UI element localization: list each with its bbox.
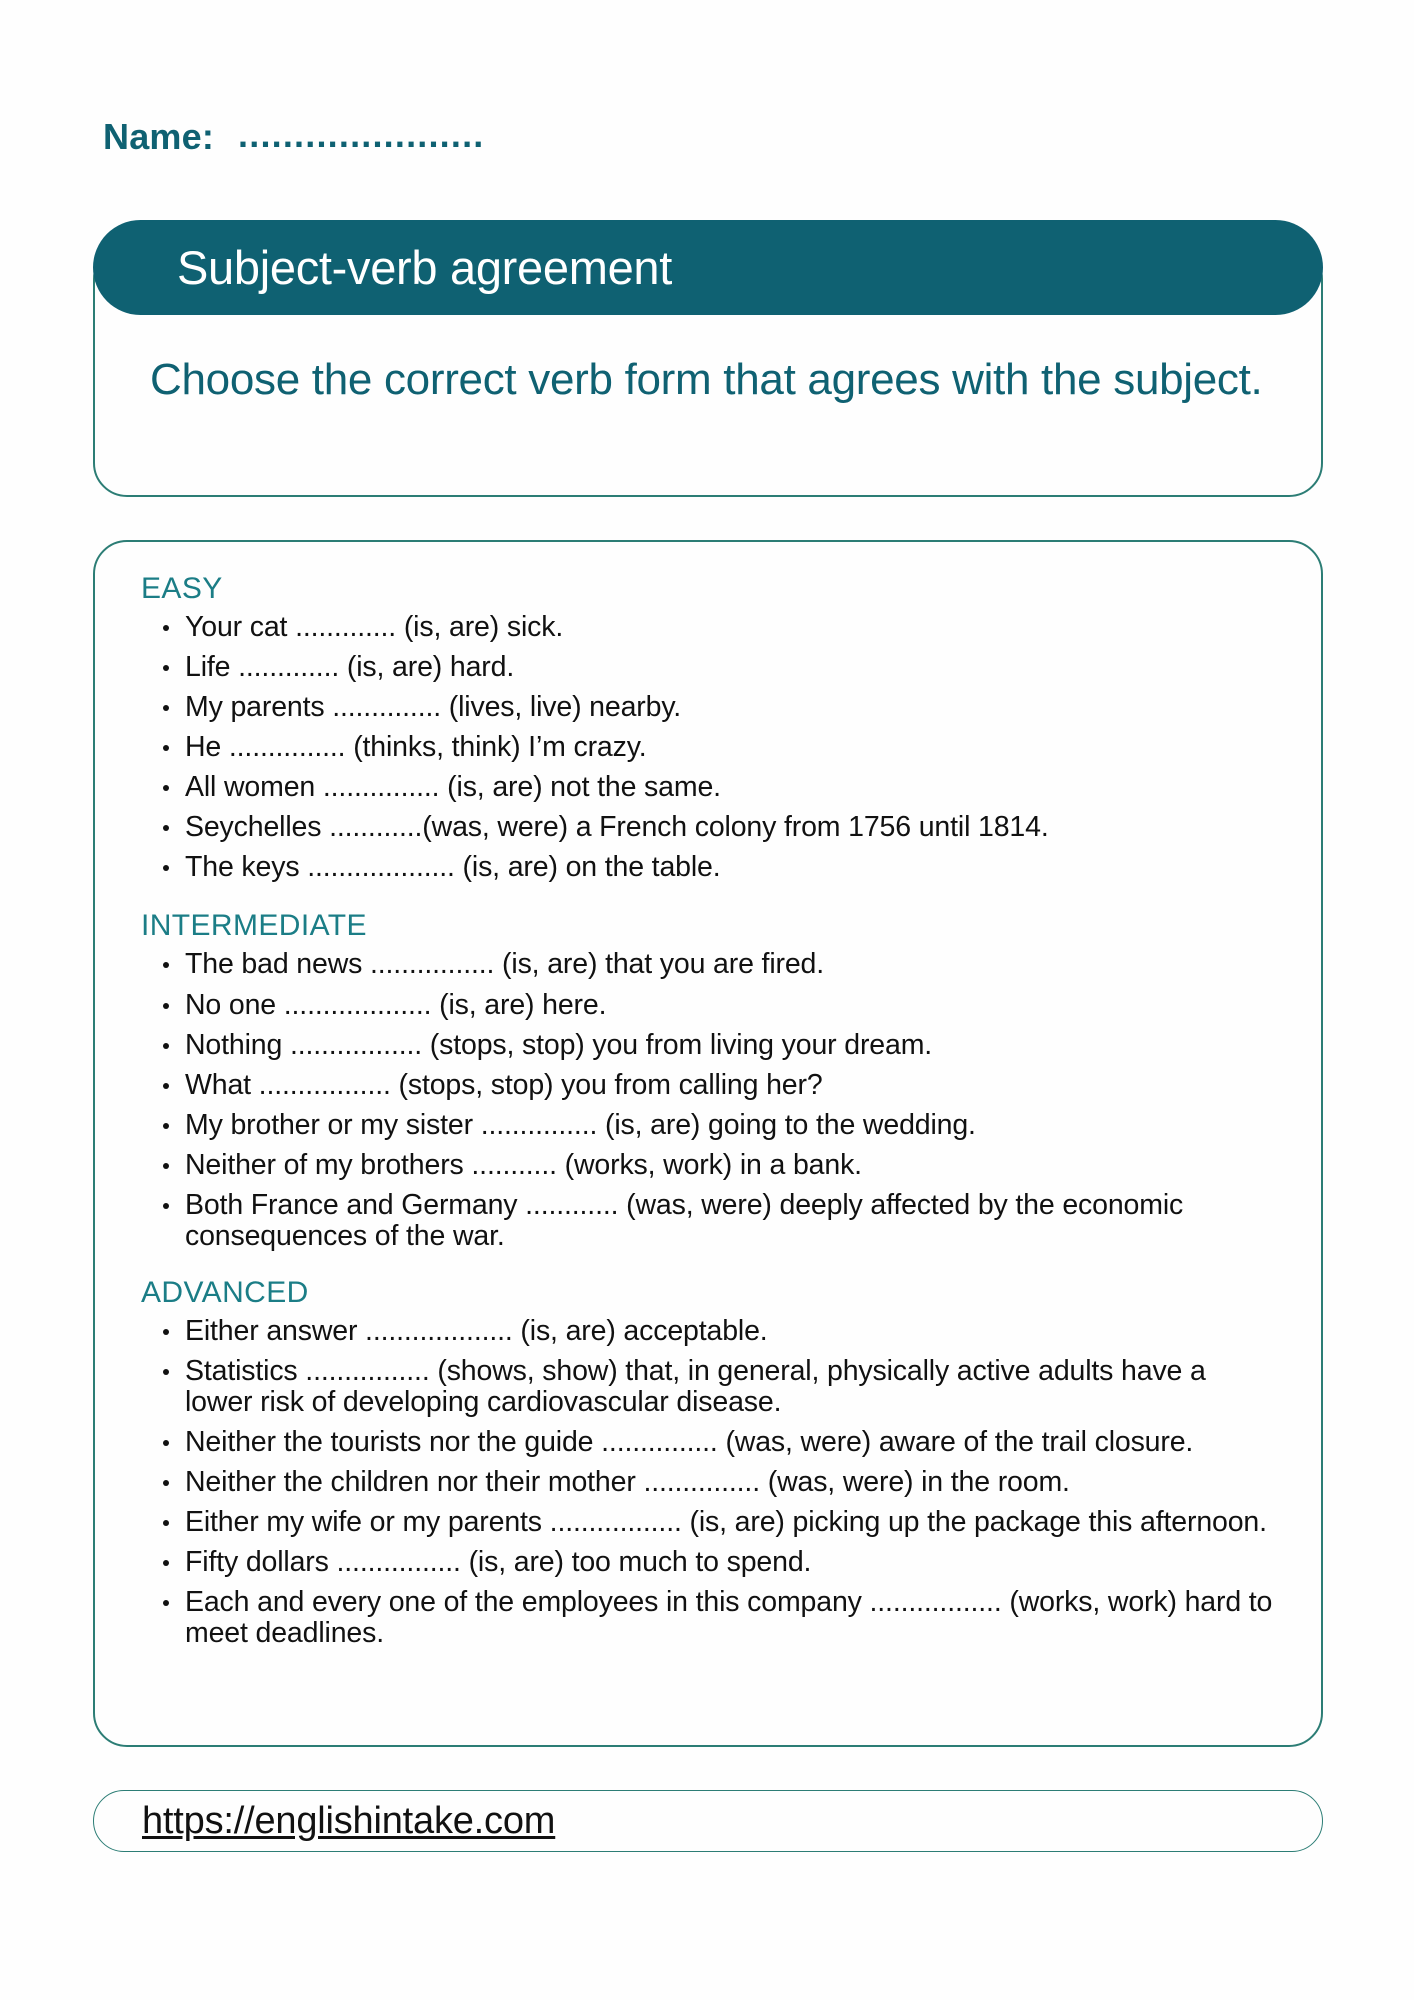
section-heading-easy: EASY: [141, 572, 223, 605]
instruction-text: Choose the correct verb form that agrees with the subject.: [150, 355, 1263, 404]
name-field-row: [103, 116, 485, 158]
list-item: Either answer ................... (is, are) acceptable.: [137, 1316, 1279, 1347]
list-item: Nothing ................. (stops, stop) you from living your dream.: [137, 1030, 1279, 1061]
name-dotted-line: ......................: [238, 114, 485, 155]
list-item: Neither the children nor their mother ............... (was, were) in the room.: [137, 1467, 1279, 1498]
list-item: Fifty dollars ................ (is, are) too much to spend.: [137, 1547, 1279, 1578]
list-item: What ................. (stops, stop) you from calling her?: [137, 1070, 1279, 1101]
list-item: All women ............... (is, are) not the same.: [137, 772, 1279, 803]
list-item: The bad news ................ (is, are) that you are fired.: [137, 949, 1279, 980]
list-item: My parents .............. (lives, live) nearby.: [137, 692, 1279, 723]
list-item: The keys ................... (is, are) on the table.: [137, 852, 1279, 883]
list-item: Each and every one of the employees in this company ................. (works, work) hard to meet deadlines.: [137, 1587, 1279, 1649]
list-item: Life ............. (is, are) hard.: [137, 652, 1279, 683]
section-heading-intermediate: INTERMEDIATE: [141, 909, 367, 943]
exercise-box: [93, 540, 1323, 1747]
website-link[interactable]: https://englishintake.com: [142, 1799, 556, 1842]
list-item: Either my wife or my parents ................. (is, are) picking up the package this afternoon.: [137, 1507, 1279, 1538]
list-item: Both France and Germany ............ (was, were) deeply affected by the economic consequences of the war.: [137, 1190, 1279, 1252]
list-item: Statistics ................ (shows, show) that, in general, physically active adults have a lower risk of developing cardiovascular disease.: [137, 1356, 1279, 1418]
name-label: Name:: [103, 116, 215, 157]
list-item: No one ................... (is, are) here.: [137, 990, 1279, 1021]
question-list-advanced: [137, 1316, 1279, 1650]
list-item: Seychelles ............(was, were) a French colony from 1756 until 1814.: [137, 812, 1279, 843]
list-item: Neither the tourists nor the guide ............... (was, were) aware of the trail closure.: [137, 1427, 1279, 1458]
list-item: Neither of my brothers ........... (works, work) in a bank.: [137, 1150, 1279, 1181]
footer-url-box[interactable]: [93, 1790, 1323, 1852]
question-list-easy: [137, 612, 1279, 883]
title-banner: [93, 220, 1323, 315]
list-item: He ............... (thinks, think) I’m crazy.: [137, 732, 1279, 763]
section-heading-advanced: ADVANCED: [141, 1275, 309, 1309]
question-list-intermediate: [137, 949, 1279, 1252]
worksheet-title: Subject-verb agreement: [177, 241, 673, 294]
list-item: Your cat ............. (is, are) sick.: [137, 612, 1279, 643]
list-item: My brother or my sister ............... (is, are) going to the wedding.: [137, 1110, 1279, 1141]
